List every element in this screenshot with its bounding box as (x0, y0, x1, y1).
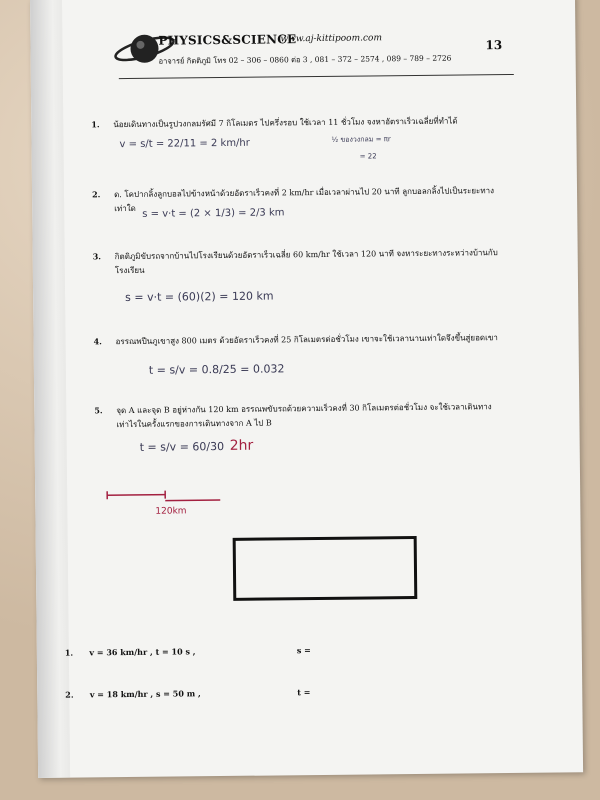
question-1: 1. น้อยเดินทางเป็นรูปวงกลมรัศมี 7 กิโลเมตร ไปครึ่งรอบ ใช้เวลา 11 ชั่วโมง จงหาอัตราเร็วเฉลี่ยที่ทำได้ (91, 116, 458, 130)
exercise-1-find: s = (296, 645, 311, 656)
header-contact: อาจารย์ กิตติภูมิ โทร 02 – 306 – 0860 ต่อ 3 , 081 – 372 – 2574 , 089 – 789 – 2726 (158, 53, 452, 66)
question-3: 3. กิตติภูมิขับรถจากบ้านไปโรงเรียนด้วยอัตราเร็วเฉลี่ย 60 km/hr ใช้เวลา 120 นาที จงหาระยะทางระหว่างบ้านกับ โรงเรียน (92, 248, 498, 276)
q1-handwritten-note: ½ ของวงกลม = πr (331, 135, 391, 144)
exercise-1: 1. v = 36 km/hr , t = 10 s , (64, 646, 196, 658)
q1-handwritten-work: v = s/t = 22/11 = 2 km/hr (119, 137, 250, 151)
answer-box (233, 536, 418, 601)
question-5: 5. จุด A และจุด B อยู่ห่างกัน 120 km อรรณพขับรถด้วยความเร็วคงที่ 30 กิโลเมตรต่อชั่วโมง จะใช้เวลาเดินทาง เท่าไรในครั้งแรกของการเดินทางจาก A ไป B (94, 402, 492, 430)
worksheet-page (30, 0, 583, 778)
q3-handwritten-work: s = v·t = (60)(2) = 120 km (125, 289, 274, 305)
segment-line-2 (165, 500, 220, 501)
question-4: 4. อรรณพปีนภูเขาสูง 800 เมตร ด้วยอัตราเร็วคงที่ 25 กิโลเมตรต่อชั่วโมง เขาจะใช้เวลานานเท่าใดจึงขึ้นสู่ยอดเขา (93, 333, 498, 347)
header-url: www.aj-kittipoom.com (280, 33, 383, 45)
exercise-2: 2. v = 18 km/hr , s = 50 m , (65, 688, 201, 700)
question-2: 2. ด. โคปากลิ้งลูกบอลไปข้างหน้าด้วยอัตราเร็วคงที่ 2 km/hr เมื่อเวลาผ่านไป 20 นาที ลูกบอลกลิ้งไปเป็นระยะทาง เท่าใด (91, 186, 495, 214)
q2-handwritten-work: s = v·t = (2 × 1/3) = 2/3 km (142, 207, 285, 220)
page-number: 13 (485, 38, 503, 53)
physics-science-logo (110, 16, 181, 79)
q1-handwritten-note2: = 22 (359, 152, 377, 161)
exercise-2-find: t = (297, 687, 311, 698)
page-binding (30, 0, 70, 778)
segment-line (107, 495, 165, 496)
header-title: PHYSICS&SCIENCE (158, 32, 297, 48)
q5-handwritten-answer: 2hr (229, 437, 254, 454)
diagram-label: 120km (155, 506, 187, 517)
q5-handwritten-work: t = s/v = 60/30 (139, 439, 225, 454)
q4-handwritten-work: t = s/v = 0.8/25 = 0.032 (148, 362, 285, 377)
